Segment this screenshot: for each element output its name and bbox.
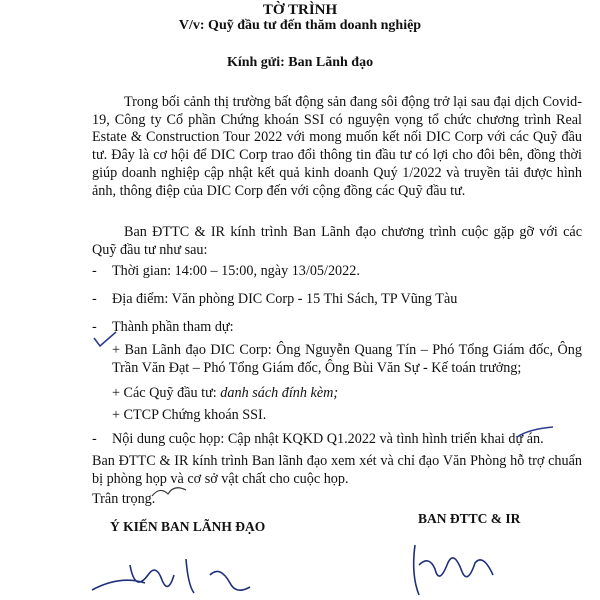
checkmark-icon bbox=[90, 330, 120, 350]
document-title: TỜ TRÌNH bbox=[262, 2, 338, 18]
participant-funds-note: danh sách đính kèm; bbox=[220, 385, 339, 401]
bullet-content-text: Nội dung cuộc họp: Cập nhật KQKD Q1.2022 và tình hình triển khai dự án. bbox=[112, 431, 544, 447]
recipient-line: Kính gửi: Ban Lãnh đạo bbox=[226, 55, 374, 70]
right-signature-label: BAN ĐTTC & IR bbox=[418, 511, 521, 526]
bullet-dash: - bbox=[92, 319, 97, 335]
program-paragraph: Ban ĐTTC & IR kính trình Ban Lãnh đạo chương trình cuộc gặp gỡ với các Quỹ đầu tư như sau: bbox=[92, 224, 582, 258]
bullet-content bbox=[92, 431, 544, 449]
left-signature-icon bbox=[90, 545, 270, 600]
bullet-time bbox=[92, 263, 360, 281]
bullet-dash: - bbox=[92, 291, 97, 307]
bullet-time-text: Thời gian: 14:00 – 15:00, ngày 13/05/2022. bbox=[112, 263, 360, 279]
bullet-participants-text: Thành phần tham dự: bbox=[112, 319, 234, 335]
document-subtitle: V/v: Quỹ đầu tư đến thăm doanh nghiệp bbox=[178, 18, 422, 33]
bullet-location bbox=[92, 291, 457, 309]
intro-paragraph: Trong bối cảnh thị trường bất động sản đang sôi động trở lại sau đại dịch Covid-19, Công ty Cổ phần Chứng khoán SSI có nguyện vọng tổ chức chương trình Real Estate & Construction Tour 2022 với mong muốn kết nối DIC Corp với các Quỹ đầu tư. Đây là cơ hội để DIC Corp trao đổi thông tin đầu tư có lợi cho đôi bên, đồng thời giúp doanh nghiệp cập nhật kết quả kinh doanh Quý 1/2022 và truyền tải được hình ảnh, thông điệp của DIC Corp đến với cộng đồng các Quỹ đầu tư. bbox=[92, 94, 582, 199]
participant-ssi: + CTCP Chứng khoán SSI. bbox=[112, 407, 267, 423]
initials-mark-icon bbox=[150, 480, 190, 500]
left-signature-label: Ý KIẾN BAN LÃNH ĐẠO bbox=[110, 519, 266, 534]
bullet-dash: - bbox=[92, 431, 97, 447]
bullet-location-text: Địa điểm: Văn phòng DIC Corp - 15 Thi Sách, TP Vũng Tàu bbox=[112, 291, 458, 307]
participant-funds-prefix: + Các Quỹ đầu tư: bbox=[112, 385, 221, 401]
bullet-dash: - bbox=[92, 263, 97, 279]
right-signature-icon bbox=[405, 535, 505, 600]
closing-line: Trân trọng. bbox=[92, 491, 156, 507]
pen-stroke-icon bbox=[515, 425, 555, 440]
participant-funds bbox=[112, 385, 338, 403]
request-paragraph: Ban ĐTTC & IR kính trình Ban lãnh đạo xem xét và chỉ đạo Văn Phòng hỗ trợ chuẩn bị phòng họp và cơ sở vật chất cho cuộc họp. bbox=[92, 453, 582, 487]
participant-leadership: + Ban Lãnh đạo DIC Corp: Ông Nguyễn Quang Tín – Phó Tổng Giám đốc, Ông Trần Văn Đạt – Phó Tổng Giám đốc, Ông Bùi Văn Sự - Kế toán trưởng; bbox=[112, 342, 582, 376]
